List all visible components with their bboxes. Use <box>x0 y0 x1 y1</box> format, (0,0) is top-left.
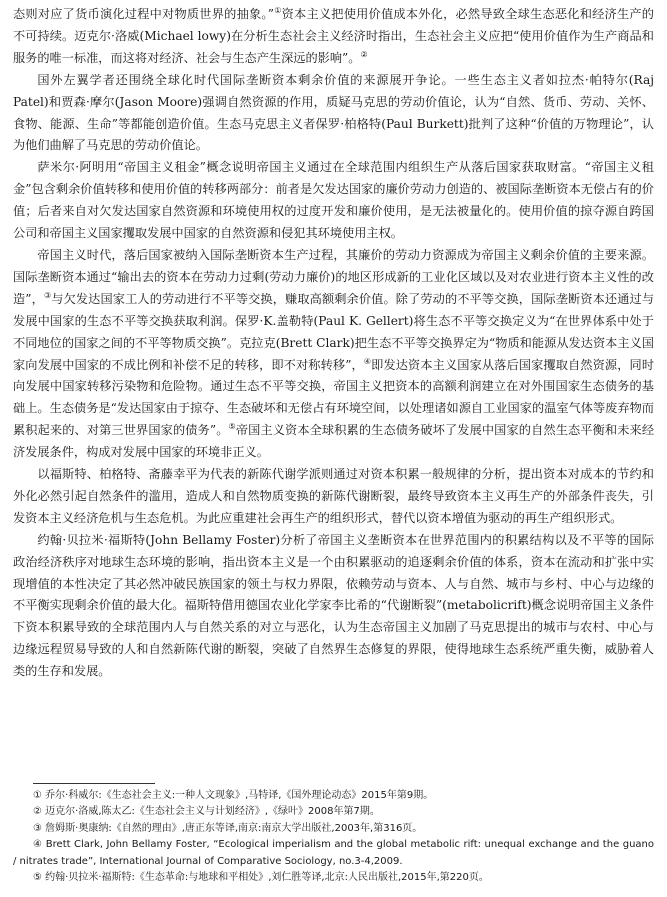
footnote-2: ② 迈克尔·洛威,陈太乙:《生态社会主义与计划经济》,《绿叶》2008年第7期。 <box>33 806 380 818</box>
paragraph-4 <box>13 245 654 464</box>
footnote-ref-1[interactable]: ① <box>273 5 282 15</box>
paragraph-4-text-c: 即发达资本主义国家从落后国家攫取自然资源，同时向发展中国家转移污染物和危险物。通过生态不平等交换，帝国主义把资本的高额利润建立在对外围国家生态债务的基础上。生态债务是“发达国家由于掠夺、生态破坏和无偿占有环境空间，以处理诸如源自工业国家的温室气体等废弃物而累积起来的、对第三世界国家的债务”。 <box>13 357 655 438</box>
paragraph-4-text-a: 帝国主义时代，落后国家被纳入国际垄断资本生产过程，其廉价的劳动力资源成为帝国主义剩余价值的主要来源。国际垄断资本通过“输出去的资本在劳动力过剩(劳动力廉价)的地区形成新的工业化区域以及对农业进行资本主义性的改造”， <box>13 247 654 306</box>
footnote-5: ⑤ 约翰·贝拉米·福斯特:《生态革命:与地球和平相处》,刘仁胜等译,北京:人民出版社,2015年,第220页。 <box>33 872 489 884</box>
footnote-ref-5[interactable]: ⑤ <box>228 422 236 432</box>
footnote-divider <box>33 783 155 784</box>
body-text <box>13 4 654 683</box>
paragraph-1-text-a: 态则对应了货币演化过程中对物质世界的抽象。” <box>13 7 274 21</box>
footnote-1: ① 乔尔·科威尔:《生态社会主义:一种人文现象》,马特译,《国外理论动态》2015年第9期。 <box>33 790 434 801</box>
paragraph-2: 国外左翼学者还围绕全球化时代国际垄断资本剩余价值的来源展开争论。一些生态主义者如拉杰·帕特尔(Raj Patel)和贾森·摩尔(Jason Moore)强调自然资源的作用，质疑马克思的劳动价值论，认为“自然、货币、劳动、关怀、食物、能源、生命”等都能创造价值。生态马克思主义者保罗·柏格特(Paul Burkett)批判了这种“价值的万物理论”，认为他们曲解了马克思的劳动价值论。 <box>13 72 654 153</box>
paragraph-1 <box>13 4 654 70</box>
paragraph-1-text-b: 资本主义把使用价值成本外化，必然导致全球生态恶化和经济生产的不可持续。迈克尔·洛威(Michael lowy)在分析生态社会主义经济时指出，生态社会主义应把“使用价值作为生产商品和服务的唯一标准，而这将对经济、社会与生态产生深远的影响”。 <box>13 7 654 65</box>
footnote-ref-4[interactable]: ④ <box>363 356 372 366</box>
paragraph-3: 萨米尔·阿明用“帝国主义租金”概念说明帝国主义通过在全球范围内组织生产从落后国家获取财富。“帝国主义租金”包含剩余价值转移和使用价值的转移两部分：前者是欠发达国家的廉价劳动力创造的、被国际垄断资本无偿占有的价值；后者来自对欠发达国家自然资源和环境使用权的过度开发和廉价使用，是无法被量化的。使用价值的掠夺源自跨国公司和帝国主义国家攫取发展中国家的自然资源和侵犯其环境使用主权。 <box>13 160 654 241</box>
footnote-3: ③ 詹姆斯·奥康纳:《自然的理由》,唐正东等译,南京:南京大学出版社,2003年,第316页。 <box>33 822 423 834</box>
footnote-4: ④ Brett Clark, John Bellamy Foster, “Ecological imperialism and the global metabolic rift: unequal exchange and the guano / nitrates trade”, International Journal of Comparative Sociology, no.3-4,2009. <box>13 839 654 867</box>
paragraph-5: 以福斯特、柏格特、斋藤幸平为代表的新陈代谢学派则通过对资本积累一般规律的分析，提出资本对成本的节约和外化必然引起自然条件的滥用，造成人和自然物质变换的新陈代谢断裂，最终导致资本主义再生产的外部条件丧失，引发资本主义经济危机与生态危机。为此应重建社会再生产的组织形式，替代以资本增值为驱动的再生产组织形式。 <box>13 467 654 525</box>
paragraph-4-text-d: 帝国主义资本全球积累的生态债务破坏了发展中国家的自然生态平衡和未来经济发展条件，构成对发展中国家的环境非正义。 <box>13 423 655 460</box>
footnotes-section <box>13 783 654 886</box>
footnote-ref-3[interactable]: ③ <box>43 290 52 300</box>
paragraph-6: 约翰·贝拉米·福斯特(John Bellamy Foster)分析了帝国主义垄断资本在世界范围内的积累结构以及不平等的国际政治经济秩序对地球生态环境的影响，指出资本主义是一个由积累驱动的追逐剩余价值的体系，资本在流动和扩张中实现增值的本性决定了其必然冲破民族国家的领土与权力界限，依赖劳动与资本、人与自然、城市与乡村、中心与边缘的不平衡实现剩余价值的最大化。福斯特借用德国农业化学家李比希的“代谢断裂”(metabolicrift)概念说明帝国主义条件下资本积累导致的全球范围内人与自然关系的对立与恶化，认为生态帝国主义加剧了马克思提出的城市与农村、中心与边缘远程贸易导致的人和自然新陈代谢的断裂，突破了自然界生态修复的界限，使得地球生态系统严重失衡，威胁着人类的生存和发展。 <box>13 532 654 679</box>
paragraph-4-text-b: 与欠发达国家工人的劳动进行不平等交换，赚取高额剩余价值。除了劳动的不平等交换，国际垄断资本还通过与发展中国家的生态不平等交换获取利润。保罗·K.盖勒特(Paul K. Gellert)将生态不平等交换定义为“在世界体系中处于不同地位的国家之间的不平等物质交换”。克拉克(Brett Clark)把生态不平等交换界定为“物质和能源从发达资本主义国家向发展中国家的不成比例和补偿不足的转移，即不对称转移”， <box>13 291 655 372</box>
footnote-ref-2[interactable]: ② <box>360 49 368 59</box>
